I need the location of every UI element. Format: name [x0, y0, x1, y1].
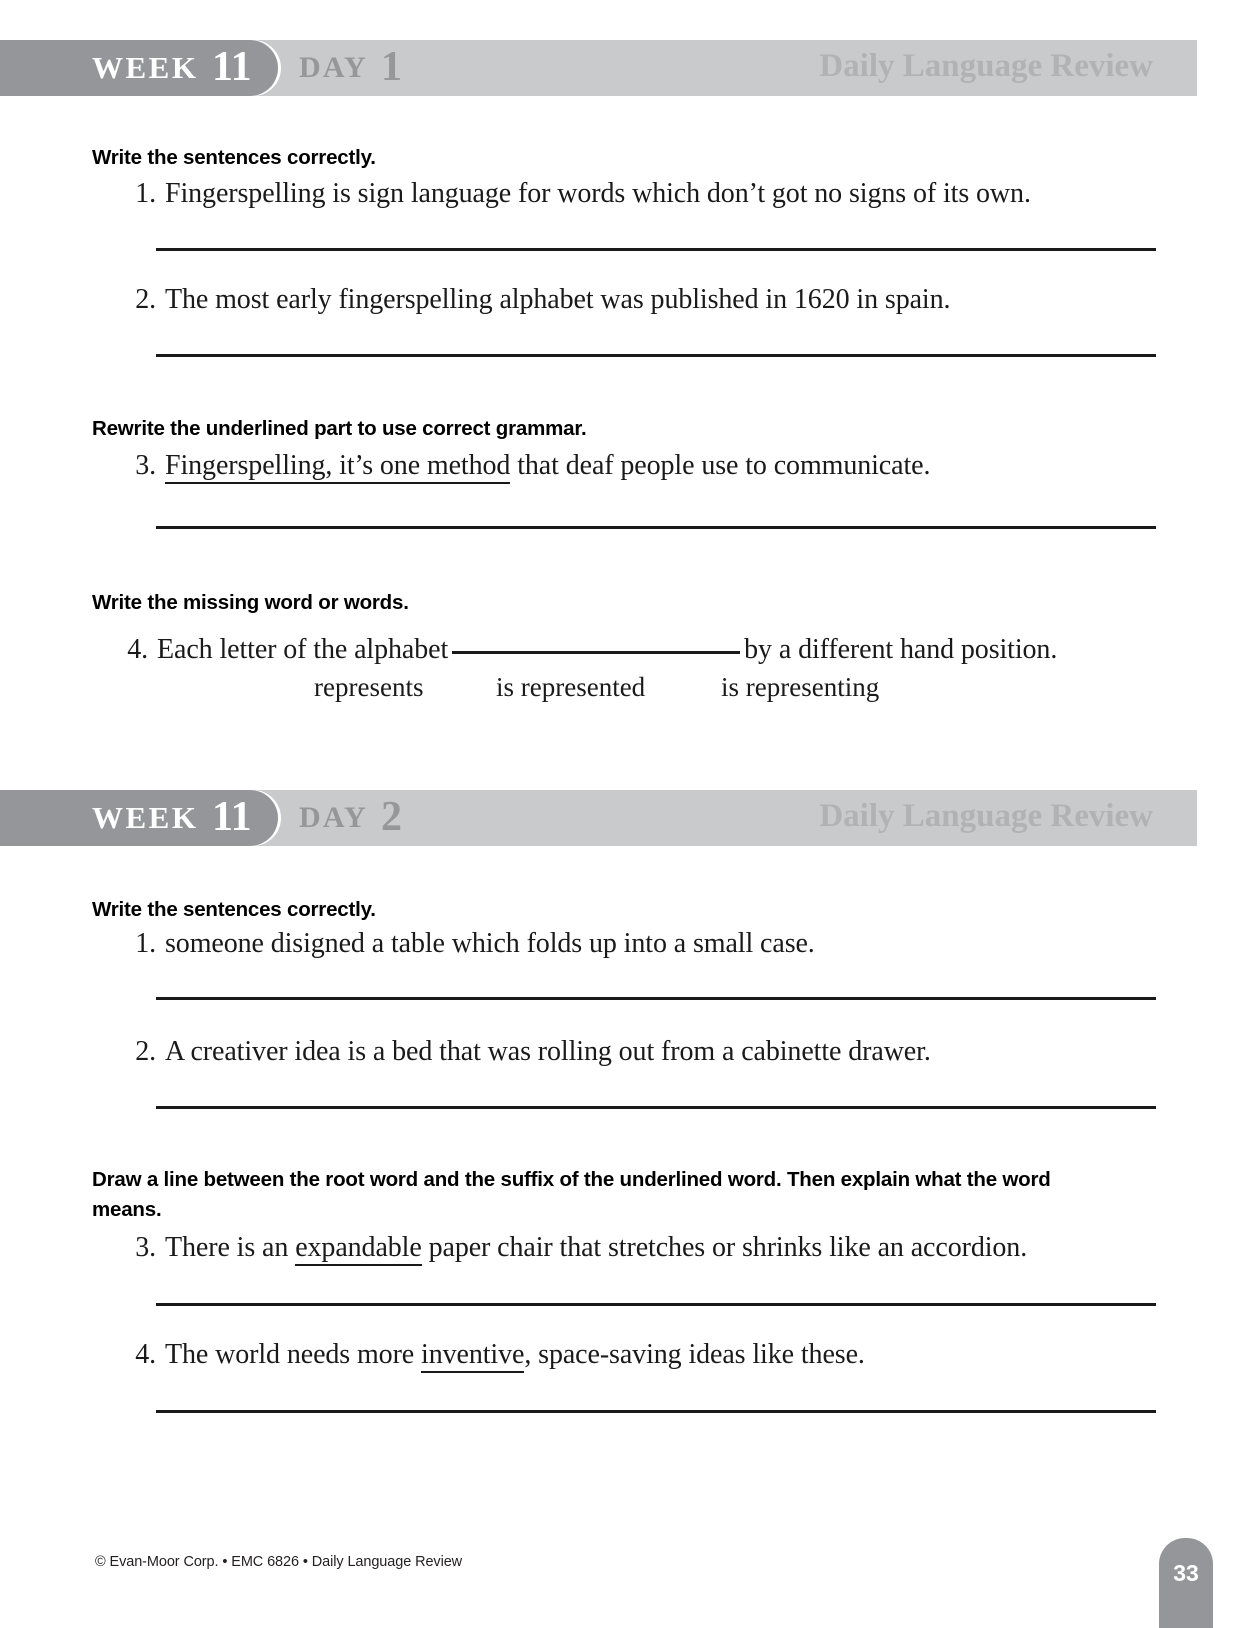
day2-item-4-number: 4. — [135, 1339, 156, 1370]
day2-item-3-underlined: expandable — [295, 1232, 422, 1266]
day1-day-number: 1 — [381, 44, 402, 90]
day1-item-4-after-blank: by a different hand position. — [744, 634, 1058, 665]
day2-item-3-number: 3. — [135, 1232, 156, 1263]
day1-answer-line-2[interactable] — [156, 354, 1156, 357]
day2-direction-1: Write the sentences correctly. — [92, 898, 376, 921]
day1-item-1-number: 1. — [135, 178, 156, 209]
day2-week-number: 11 — [212, 794, 252, 840]
day2-item-2-text: A creativer idea is a bed that was rolling out from a cabinette drawer. — [165, 1036, 931, 1067]
day1-item-2 — [120, 284, 950, 316]
day1-item-3-underlined: Fingerspelling, it’s one method — [165, 450, 510, 484]
day2-item-3-pre: There is an — [165, 1232, 296, 1263]
day1-answer-line-1[interactable] — [156, 248, 1156, 251]
day2-item-4 — [120, 1339, 865, 1371]
day1-answer-line-3[interactable] — [156, 526, 1156, 529]
day1-week-label: WEEK — [92, 50, 199, 85]
day2-item-1-text: someone disigned a table which folds up into a small case. — [165, 928, 815, 959]
day2-direction-2: Draw a line between the root word and the suffix of the underlined word. Then explain what the word means. — [92, 1168, 1051, 1221]
day2-item-4-pre: The world needs more — [165, 1339, 422, 1370]
page-number: 33 — [1173, 1560, 1199, 1586]
day2-day-label: DAY — [299, 801, 368, 834]
day1-item-1-text: Fingerspelling is sign language for words which don’t got no signs of its own. — [165, 178, 1031, 209]
day2-item-4-rest: , space-saving ideas like these. — [524, 1339, 865, 1370]
day1-item-3 — [120, 450, 930, 482]
day2-answer-line-4[interactable] — [156, 1410, 1156, 1413]
day2-week-label: WEEK — [92, 800, 199, 835]
day2-item-1-number: 1. — [135, 928, 156, 959]
day1-item-3-number: 3. — [135, 450, 156, 481]
day2-answer-line-2[interactable] — [156, 1106, 1156, 1109]
day1-banner-title: Daily Language Review — [819, 48, 1153, 84]
day1-direction-1: Write the sentences correctly. — [92, 146, 376, 169]
day1-week-number: 11 — [212, 44, 252, 90]
day1-item-4-number: 4. — [127, 634, 148, 665]
day1-item-4 — [112, 633, 1057, 666]
day2-banner — [0, 790, 1197, 846]
day2-item-3 — [120, 1232, 1027, 1264]
day1-banner — [0, 40, 1197, 96]
day1-choice-3[interactable]: is representing — [721, 672, 880, 702]
day1-item-1 — [120, 178, 1031, 210]
day1-choice-1[interactable]: represents — [314, 672, 424, 702]
day1-item-2-number: 2. — [135, 284, 156, 315]
day2-item-1 — [120, 928, 815, 960]
day1-item-4-before-blank: Each letter of the alphabet — [157, 634, 449, 665]
day1-item-4-blank[interactable] — [452, 633, 740, 654]
day2-item-2 — [120, 1036, 931, 1068]
day1-direction-3: Write the missing word or words. — [92, 591, 409, 614]
day2-item-4-underlined: inventive — [421, 1339, 524, 1373]
day1-choice-2[interactable]: is represented — [496, 672, 646, 702]
day2-banner-title: Daily Language Review — [819, 798, 1153, 834]
page-number-tab — [1159, 1538, 1213, 1628]
day2-answer-line-1[interactable] — [156, 997, 1156, 1000]
day2-item-2-number: 2. — [135, 1036, 156, 1067]
day1-item-3-rest: that deaf people use to communicate. — [510, 450, 931, 481]
day1-item-2-text: The most early fingerspelling alphabet was published in 1620 in spain. — [165, 284, 951, 315]
day2-answer-line-3[interactable] — [156, 1303, 1156, 1306]
footer-copyright: © Evan-Moor Corp. • EMC 6826 • Daily Language Review — [95, 1554, 463, 1570]
day1-direction-2: Rewrite the underlined part to use correct grammar. — [92, 417, 587, 440]
day1-day-label: DAY — [299, 51, 368, 84]
day1-item-4-choices — [314, 672, 879, 703]
day2-item-3-rest: paper chair that stretches or shrinks like an accordion. — [421, 1232, 1028, 1263]
day2-day-number: 2 — [381, 794, 402, 840]
